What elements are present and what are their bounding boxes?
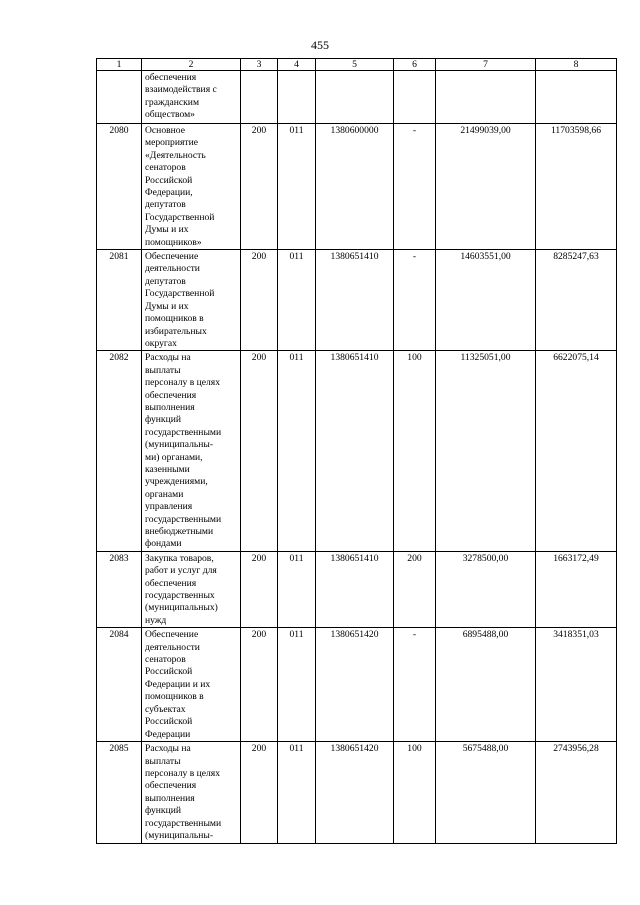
row-name-cell: [142, 742, 241, 843]
row-name-line: казенными: [145, 463, 190, 475]
row-number-cell: 2084: [97, 628, 142, 742]
row-name-line: деятельности: [145, 641, 200, 653]
row-name-line: государственных: [145, 590, 215, 602]
table-row: [97, 124, 617, 250]
amount-plan-cell: 14603551,00: [436, 250, 536, 351]
amount-actual-cell: 2743956,28: [536, 742, 617, 843]
table-row: [97, 351, 617, 552]
row-name-cell: [142, 71, 241, 124]
code-4-cell: 011: [278, 250, 316, 351]
row-name-line: работ и услуг для: [145, 565, 217, 577]
column-header: 2: [142, 59, 241, 71]
code-3-cell: 200: [241, 351, 278, 552]
row-name-line: ми) органами,: [145, 451, 203, 463]
row-name-line: (муниципальны-: [145, 439, 214, 451]
amount-actual-cell: 6622075,14: [536, 351, 617, 552]
row-name-cell: [142, 250, 241, 351]
row-name-line: органами: [145, 488, 184, 500]
row-name-line: Думы и их: [145, 300, 189, 312]
row-name-line: обеспечения: [145, 780, 197, 792]
column-header: 1: [97, 59, 142, 71]
code-5-cell: 1380651410: [316, 551, 394, 627]
row-name-line: Основное: [145, 125, 185, 136]
row-name-line: Федерации: [145, 728, 191, 740]
row-name-line: внебюджетными: [145, 526, 214, 537]
code-3-cell: 200: [241, 124, 278, 250]
row-name-line: выплаты: [145, 755, 181, 767]
amount-actual-cell: 8285247,63: [536, 250, 617, 351]
header-row: [97, 59, 617, 71]
row-name-line: помощников в: [145, 313, 204, 325]
row-name-cell: [142, 124, 241, 250]
amount-actual-cell: 3418351,03: [536, 628, 617, 742]
row-name-cell: [142, 551, 241, 627]
row-name-cell: [142, 628, 241, 742]
row-number-cell: 2082: [97, 351, 142, 552]
row-name-line: субъектах: [145, 703, 186, 715]
amount-plan-cell: 6895488,00: [436, 628, 536, 742]
column-header: 3: [241, 59, 278, 71]
code-6-cell: 200: [394, 551, 436, 627]
code-6-cell: -: [394, 124, 436, 250]
row-name-line: сенаторов: [145, 162, 186, 174]
budget-table: [96, 58, 617, 844]
row-name-line: обеспечения: [145, 389, 197, 401]
column-header: 8: [536, 59, 617, 71]
row-name-line: Государственной: [145, 288, 215, 300]
row-name-line: Обеспечение: [145, 251, 199, 263]
row-name-line: государственными: [145, 817, 222, 829]
row-number-cell: 2083: [97, 551, 142, 627]
column-header: 5: [316, 59, 394, 71]
amount-actual-cell: 1663172,49: [536, 551, 617, 627]
row-name-line: взаимодействия с: [145, 84, 217, 96]
row-name-line: государственными: [145, 513, 222, 525]
row-number-cell: [97, 71, 142, 124]
row-name-line: Российской: [145, 716, 193, 728]
row-name-line: помощников в: [145, 691, 204, 703]
table-row: [97, 628, 617, 742]
table-row: [97, 742, 617, 843]
code-5-cell: 1380600000: [316, 124, 394, 250]
row-name-line: обществом»: [145, 109, 195, 121]
code-5-cell: 1380651420: [316, 628, 394, 742]
row-name-line: Государственной: [145, 211, 215, 223]
row-name-line: Расходы на: [145, 743, 191, 755]
row-name-line: Закупка товаров,: [145, 552, 214, 564]
amount-plan-cell: 5675488,00: [436, 742, 536, 843]
code-6-cell: 100: [394, 351, 436, 552]
code-3-cell: 200: [241, 628, 278, 742]
code-3-cell: 200: [241, 250, 278, 351]
code-6-cell: -: [394, 628, 436, 742]
amount-actual-cell: [536, 71, 617, 124]
row-name-line: обеспечения: [145, 72, 197, 83]
amount-plan-cell: 21499039,00: [436, 124, 536, 250]
code-4-cell: 011: [278, 124, 316, 250]
amount-actual-cell: 11703598,66: [536, 124, 617, 250]
row-name-line: округах: [145, 337, 177, 349]
page-number: 455: [311, 38, 329, 52]
row-name-line: выполнения: [145, 792, 195, 804]
code-5-cell: 1380651420: [316, 742, 394, 843]
column-header: 7: [436, 59, 536, 71]
row-name-line: (муниципальных): [145, 602, 218, 614]
code-5-cell: [316, 71, 394, 124]
row-name-line: Российской: [145, 666, 193, 678]
table-row: [97, 250, 617, 351]
column-header: 6: [394, 59, 436, 71]
row-name-line: Думы и их: [145, 224, 189, 236]
row-name-line: деятельности: [145, 263, 200, 275]
code-4-cell: 011: [278, 351, 316, 552]
row-name-line: фондами: [145, 538, 182, 550]
row-name-line: управления: [145, 501, 193, 513]
row-name-line: функций: [145, 805, 181, 817]
table-row: [97, 551, 617, 627]
row-name-line: учреждениями,: [145, 476, 208, 488]
row-number-cell: 2081: [97, 250, 142, 351]
code-4-cell: 011: [278, 742, 316, 843]
row-name-line: Российской: [145, 174, 193, 186]
row-name-line: Расходы на: [145, 352, 191, 364]
row-number-cell: 2085: [97, 742, 142, 843]
row-name-line: мероприятие: [145, 137, 198, 149]
row-name-line: депутатов: [145, 275, 186, 287]
row-name-line: обеспечения: [145, 577, 197, 589]
row-name-line: избирательных: [145, 325, 207, 337]
amount-plan-cell: [436, 71, 536, 124]
row-name-line: функций: [145, 414, 181, 426]
row-name-line: выполнения: [145, 401, 195, 413]
row-name-line: Федерации,: [145, 187, 193, 199]
code-4-cell: [278, 71, 316, 124]
row-name-line: персоналу в целях: [145, 768, 221, 780]
code-6-cell: -: [394, 250, 436, 351]
row-name-line: гражданским: [145, 96, 200, 108]
row-name-line: сенаторов: [145, 654, 186, 666]
code-5-cell: 1380651410: [316, 351, 394, 552]
row-number-cell: 2080: [97, 124, 142, 250]
table-row: [97, 71, 617, 124]
amount-plan-cell: 3278500,00: [436, 551, 536, 627]
row-name-line: депутатов: [145, 199, 186, 211]
row-name-line: государственными: [145, 426, 222, 438]
code-3-cell: 200: [241, 742, 278, 843]
row-name-line: помощников»: [145, 236, 202, 248]
row-name-line: Обеспечение: [145, 629, 199, 641]
code-6-cell: 100: [394, 742, 436, 843]
code-3-cell: [241, 71, 278, 124]
row-name-line: (муниципальны-: [145, 830, 214, 842]
row-name-line: персоналу в целях: [145, 377, 221, 389]
code-5-cell: 1380651410: [316, 250, 394, 351]
row-name-line: Федерации и их: [145, 678, 211, 690]
row-name-line: выплаты: [145, 364, 181, 376]
code-3-cell: 200: [241, 551, 278, 627]
code-6-cell: [394, 71, 436, 124]
code-4-cell: 011: [278, 551, 316, 627]
row-name-line: нужд: [145, 614, 167, 626]
row-name-cell: [142, 351, 241, 552]
row-name-line: «Деятельность: [145, 149, 206, 161]
column-header: 4: [278, 59, 316, 71]
amount-plan-cell: 11325051,00: [436, 351, 536, 552]
code-4-cell: 011: [278, 628, 316, 742]
